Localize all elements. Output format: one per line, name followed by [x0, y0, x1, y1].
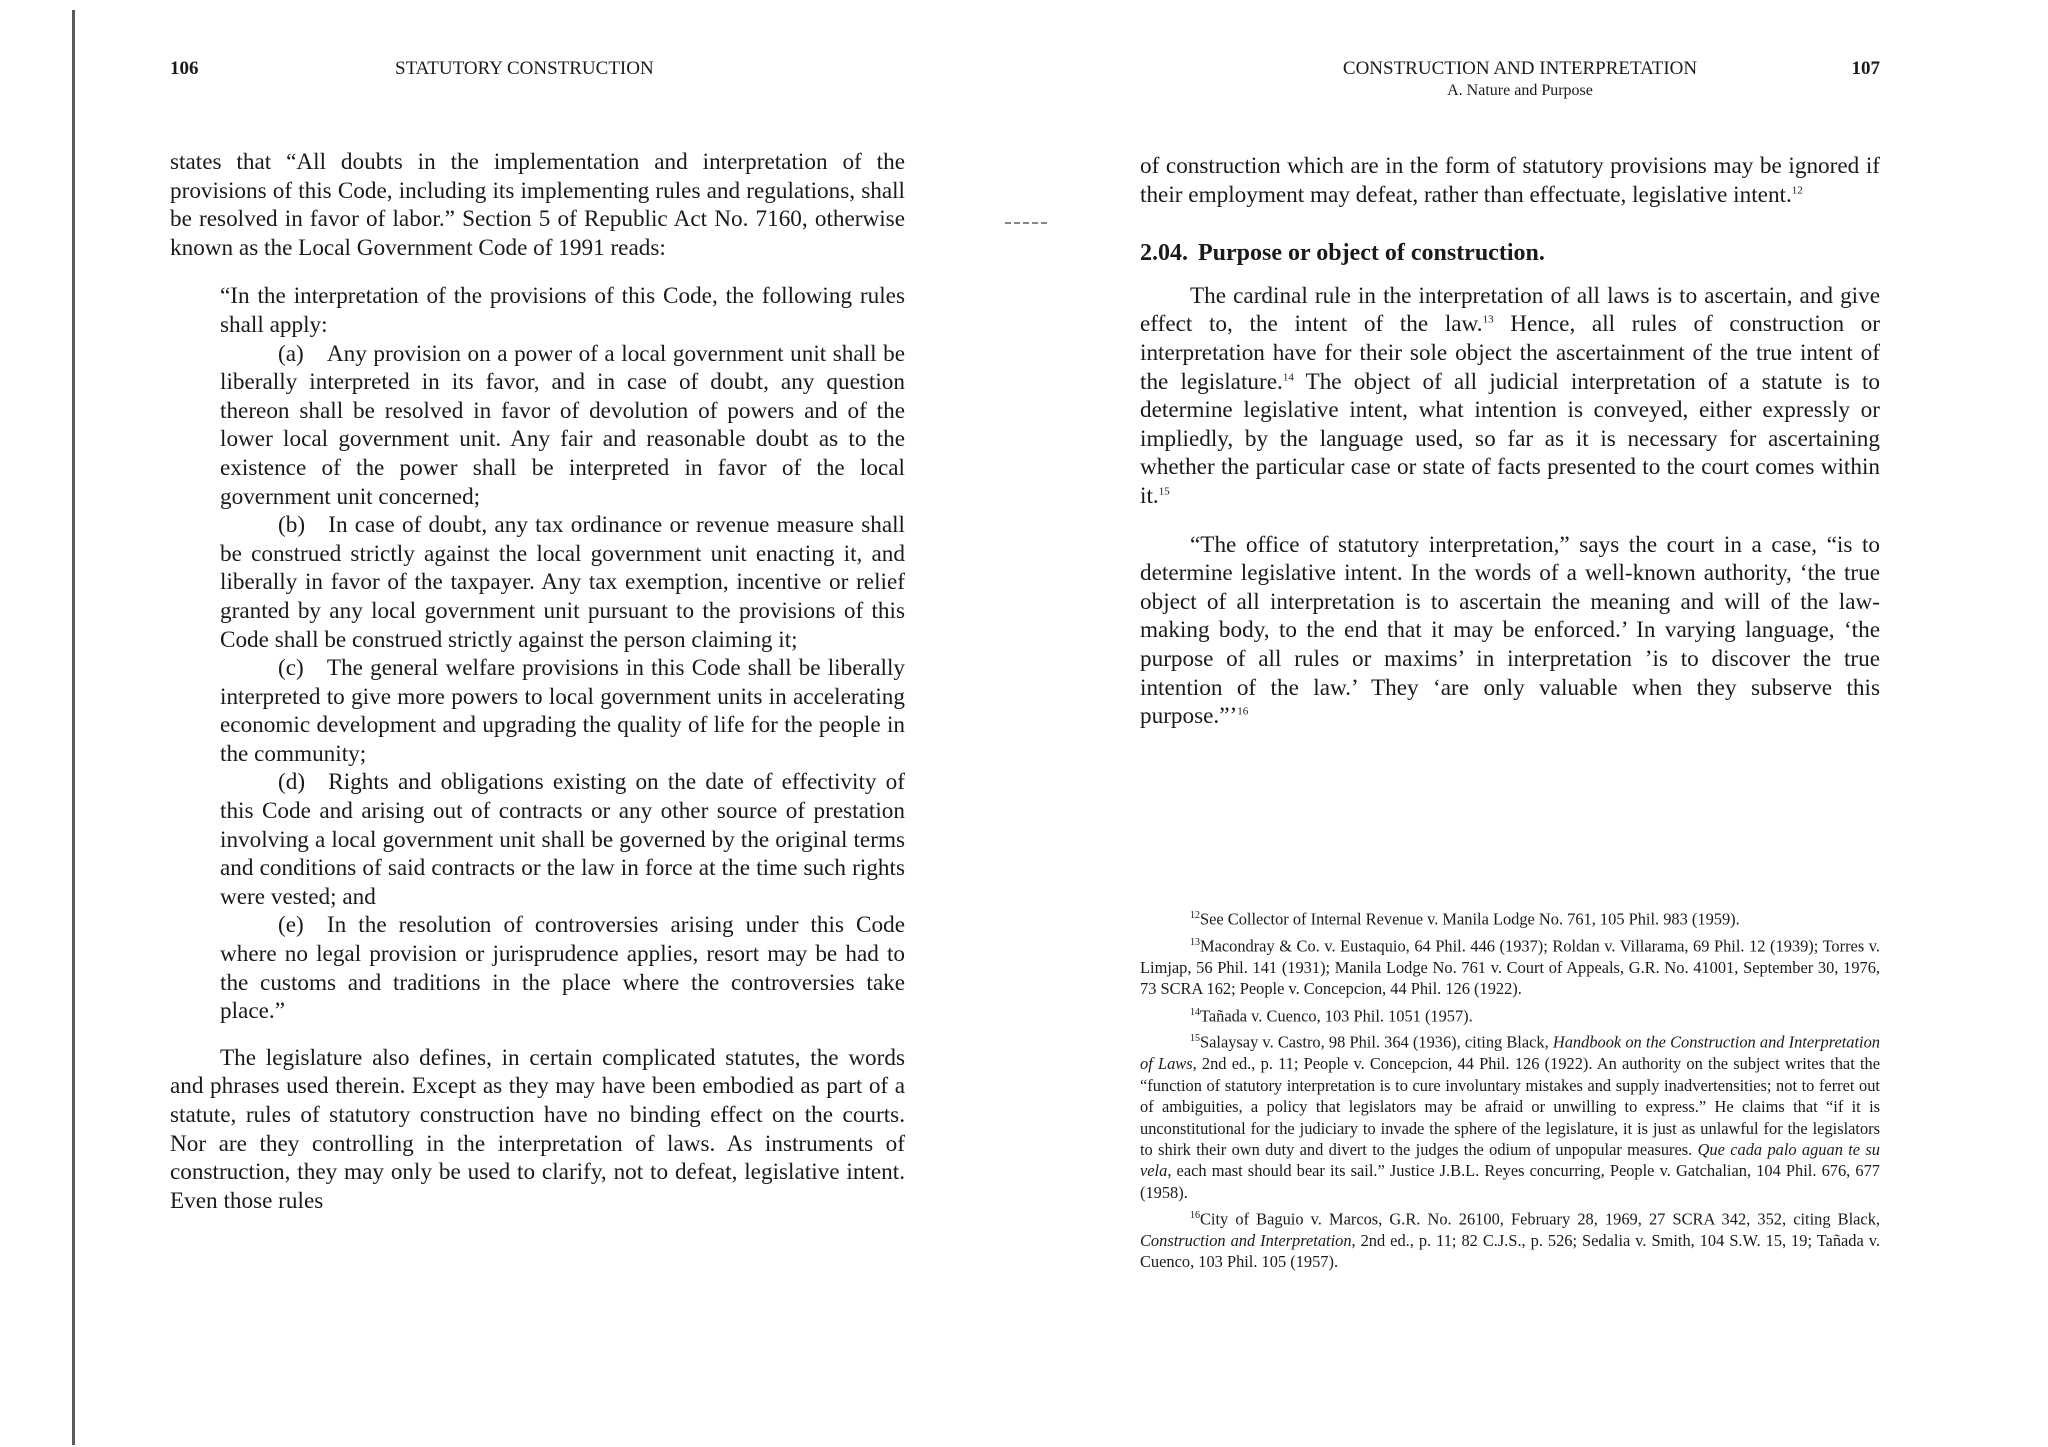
office-interpretation-paragraph: “The office of statutory interpretation,” says the court in a case, “is to determine legislative intent. In the words of a well-known authority, ‘the true object of all interpretation is to ascertain the meaning and will of the law-making body, to the end that it may be enforced.’ In varying language, ‘the purpose of all rules or maxims’ in interpretation ’is to discover the true intention of the law.’ They ‘are only valuable when they subserve this purpose.”’$^{16}$ — [1140, 531, 1880, 730]
quoted-code-section — [220, 282, 905, 1025]
footnote-ref-12: 12 — [1791, 183, 1803, 196]
right-page-number: 107 — [1851, 58, 1880, 79]
left-intro-paragraph: states that “All doubts in the implementation and interpretation of the provisions of this Code, including its implementing rules and regulations, shall be resolved in favor of labor.” Section 5 of Republic Act No. 7160, otherwise known as the Local Government Code of 1991 reads: — [170, 149, 905, 261]
section-heading — [1140, 239, 1880, 268]
quote-intro: “In the interpretation of the provisions of this Code, the following rules shall apply: — [220, 283, 905, 338]
footnote-12: $^{12}$See Collector of Internal Revenue v. Manila Lodge No. 761, 105 Phil. 983 (1959). — [1190, 909, 1740, 929]
left-page-body — [170, 148, 905, 1215]
footnote-ref-15: 15 — [1158, 485, 1170, 498]
section-title: Purpose or object of construction. — [1198, 240, 1545, 267]
right-running-head: CONSTRUCTION AND INTERPRETATION — [1342, 58, 1698, 79]
footnote-ref-16: 16 — [1237, 705, 1249, 718]
left-page-number: 106 — [170, 58, 199, 79]
continuation-paragraph: of construction which are in the form of statutory provisions may be ignored if their employment may defeat, rather than effectuate, legislative intent.$^{12}$ — [1140, 153, 1880, 208]
quote-item-c: (c) The general welfare provisions in this Code shall be liberally interpreted to give more powers to local government units in accelerating economic development and upgrading the quality of life for the people in the community; — [220, 655, 905, 767]
right-running-subhead: A. Nature and Purpose — [1447, 82, 1593, 99]
margin-dash-mark — [1005, 222, 1047, 224]
quote-item-d: (d) Rights and obligations existing on the date of effectivity of this Code and arising out of contracts or any other source of prestation involving a local government unit shall be governed by the original terms and conditions of said contracts or the law in force at the time such rights were vested; and — [220, 769, 905, 910]
right-page-body — [1140, 152, 1880, 751]
footnotes — [1140, 905, 1880, 1275]
page-gutter-line — [72, 10, 75, 1445]
footnote-ref-13: 13 — [1482, 313, 1494, 326]
left-closing-paragraph: The legislature also defines, in certain complicated statutes, the words and phrases used therein. Except as they may have been embodied as part of a statute, rules of statutory construction have no binding effect on the courts. Nor are they controlling in the interpretation of laws. As instruments of construction, they may only be used to clarify, not to defeat, legislative intent. Even those rules — [170, 1044, 905, 1214]
quote-item-a: (a) Any provision on a power of a local government unit shall be liberally interpreted in its favor, and in case of doubt, any question thereon shall be resolved in favor of devolution of powers and of the lower local government unit. Any fair and reasonable doubt as to the existence of the power shall be interpreted in favor of the local government unit concerned; — [220, 340, 905, 510]
section-number: 2.04. — [1140, 240, 1188, 267]
footnote-15: $^{15}$Salaysay v. Castro, 98 Phil. 364 (1936), citing Black, Handbook on the Construction and Interpretation of Laws, 2nd ed., p. 11; People v. Concepcion, 44 Phil. 126 (1922). An authority on the subject writes that the “function of statutory interpretation is to cure involuntary mistakes and supply inadvertensities; not to ferret out of ambiguities, a policy that legislators may be afraid or unwilling to express.” He claims that “if it is unconstitutional for the judiciary to invade the sphere of the legislature, it is just as unlawful for the legislators to shirk their own duty and divert to the judges the odium of unpopular measures. Que cada palo aguan te su vela, each mast should bear its sail.” Justice J.B.L. Reyes concurring, People v. Gatchalian, 104 Phil. 676, 677 (1958). — [1140, 1032, 1880, 1202]
cardinal-rule-paragraph: The cardinal rule in the interpretation of all laws is to ascertain, and give effect to, the intent of the law.$^{13}$ Hence, all rules of construction or interpretation have for their sole object the ascertainment of the true intent of the legislature.$^{14}$ The object of all judicial interpretation of a statute is to determine legislative intent, what intention is conveyed, either expressly or impliedly, by the language used, so far as it is necessary for ascertaining whether the particular case or state of facts presented to the court comes within it.$^{15}$ — [1140, 282, 1881, 509]
left-running-head: STATUTORY CONSTRUCTION — [395, 58, 654, 79]
footnote-14: $^{14}$Tañada v. Cuenco, 103 Phil. 1051 (1957). — [1190, 1006, 1473, 1026]
footnote-16: $^{16}$City of Baguio v. Marcos, G.R. No. 26100, February 28, 1969, 27 SCRA 342, 352, citing Black, Construction and Interpretation, 2nd ed., p. 11; 82 C.J.S., p. 526; Sedalia v. Smith, 104 S.W. 15, 19; Tañada v. Cuenco, 103 Phil. 105 (1957). — [1140, 1209, 1880, 1272]
quote-item-b: (b) In case of doubt, any tax ordinance or revenue measure shall be construed strictly against the local government unit enacting it, and liberally in favor of the taxpayer. Any tax exemption, incentive or relief granted by any local government unit pursuant to the provisions of this Code shall be construed strictly against the person claiming it; — [220, 512, 905, 653]
footnote-13: $^{13}$Macondray & Co. v. Eustaquio, 64 Phil. 446 (1937); Roldan v. Villarama, 69 Phil. 12 (1939); Torres v. Limjap, 56 Phil. 141 (1931); Manila Lodge No. 761 v. Court of Appeals, G.R. No. 41001, September 30, 1976, 73 SCRA 162; People v. Concepcion, 44 Phil. 126 (1922). — [1140, 936, 1880, 999]
footnote-ref-14: 14 — [1282, 370, 1294, 383]
quote-item-e: (e) In the resolution of controversies arising under this Code where no legal provision or jurisprudence applies, resort may be had to the customs and traditions in the place where the controversies take place.” — [220, 912, 905, 1025]
